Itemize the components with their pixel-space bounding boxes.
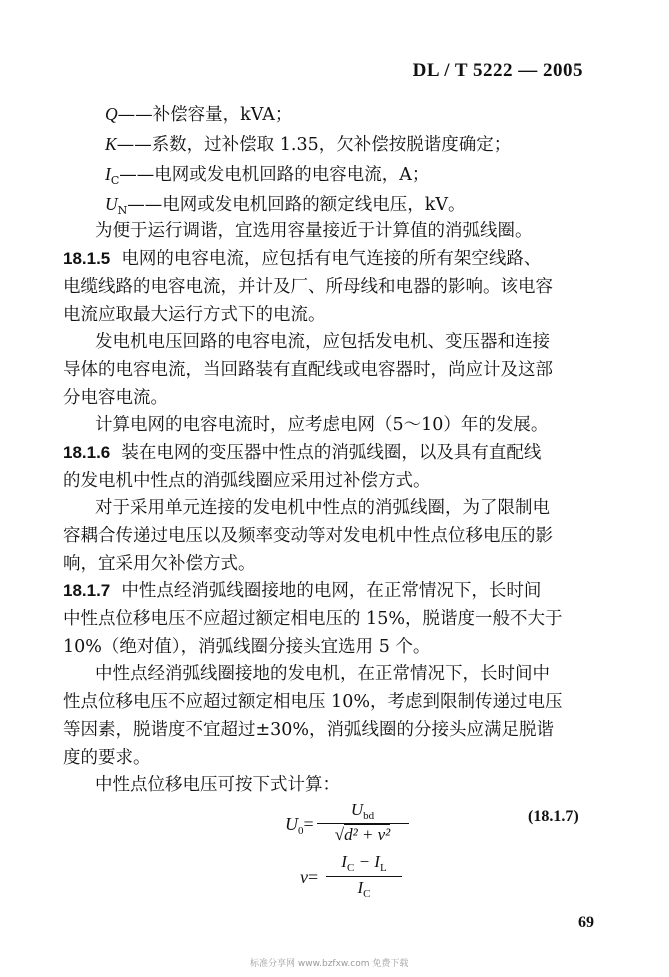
clause-text: 中性点经消弧线圈接地的电网，在正常情况下，长时间	[121, 581, 542, 601]
doc-code-header: DL / T 5222 — 2005	[412, 60, 583, 81]
formula-u0	[285, 800, 415, 850]
sqrt-icon: √	[334, 825, 345, 844]
formula-v	[300, 852, 410, 904]
clause-18-1-7	[63, 580, 541, 602]
footer-watermark: 标准分享网 www.bzfxw.com 免费下载	[250, 959, 409, 969]
paragraph-line: 对于采用单元连接的发电机中性点的消弧线圈，为了限制电	[95, 498, 550, 518]
formula-num-mid: − I	[354, 852, 380, 871]
formula-equals: =	[308, 867, 319, 887]
definition-ic	[105, 163, 429, 192]
definition-symbol: Q	[105, 104, 118, 124]
paragraph-line: 电缆线路的电容电流，并计及厂、所母线和电器的影响。该电容	[63, 277, 553, 297]
formula-num-sub: L	[379, 862, 387, 874]
paragraph-line: 中性点经消弧线圈接地的发电机，在正常情况下，长时间中	[95, 664, 550, 684]
paragraph-line: 导体的电容电流，当回路装有直配线或电容器时，尚应计及这部	[63, 360, 553, 380]
definition-un	[105, 193, 466, 222]
formula-num-symbol: I	[341, 852, 347, 871]
definition-text: ——电网或发电机回路的电容电流，A；	[119, 165, 430, 185]
paragraph-line: 容耦合传递过电压以及频率变动等对发电机中性点位移电压的影	[63, 526, 553, 546]
formula-numerator	[315, 800, 410, 822]
formula-lhs: v	[300, 867, 308, 887]
clause-18-1-5	[63, 248, 541, 270]
formula-num-symbol: U	[350, 800, 364, 819]
definition-text: ——电网或发电机回路的额定线电压，kV。	[127, 195, 466, 215]
paragraph-line: 10%（绝对值），消弧线圈分接头宜选用 5 个。	[63, 637, 431, 657]
formula-numerator	[324, 852, 404, 874]
paragraph-line: 中性点位移电压可按下式计算：	[95, 775, 340, 795]
definition-k	[105, 133, 511, 156]
formula-den-text: d² + v²	[344, 825, 391, 844]
definition-q	[105, 103, 292, 126]
formula-equals: =	[303, 814, 314, 834]
clause-number: 18.1.6	[63, 443, 111, 462]
paragraph-line: 度的要求。	[63, 748, 151, 768]
paragraph-line: 中性点位移电压不应超过额定相电压的 15%，脱谐度一般不大于	[63, 609, 563, 629]
definition-subscript: C	[110, 174, 120, 187]
fraction-bar	[326, 876, 402, 877]
formula-num-sub: C	[346, 862, 355, 874]
definition-symbol: K	[105, 134, 117, 154]
clause-text: 电网的电容电流，应包括有电气连接的所有架空线路、	[121, 249, 542, 269]
definition-subscript: N	[117, 204, 128, 217]
paragraph-line: 分电容电流。	[63, 388, 168, 408]
formula-den-sub: C	[363, 888, 371, 900]
definition-text: ——补偿容量，kVA；	[117, 105, 293, 125]
clause-18-1-6	[63, 442, 541, 464]
paragraph-line: 响，宜采用欠补偿方式。	[63, 554, 256, 574]
paragraph-line: 计算电网的电容电流时，应考虑电网（5～10）年的发展。	[95, 415, 549, 435]
formula-den-symbol: I	[357, 878, 364, 897]
formula-lhs: U	[285, 814, 298, 834]
paragraph-line: 的发电机中性点的消弧线圈应采用过补偿方式。	[63, 471, 431, 491]
definition-text: ——系数，过补偿取 1.35，欠补偿按脱谐度确定；	[116, 135, 512, 155]
formula-denominator	[324, 878, 404, 900]
paragraph-line: 等因素，脱谐度不宜超过±30%，消弧线圈的分接头应满足脱谐	[63, 720, 555, 740]
paragraph-line: 为便于运行调谐，宜选用容量接近于计算值的消弧线圈。	[95, 221, 533, 241]
formula-num-sub: bd	[363, 810, 375, 822]
paragraph-line: 电流应取最大运行方式下的电流。	[63, 305, 326, 325]
clause-text: 装在电网的变压器中性点的消弧线圈，以及具有直配线	[121, 443, 542, 463]
page-number: 69	[578, 914, 594, 931]
definition-symbol: U	[105, 194, 118, 214]
formula-lhs-sub: 0	[298, 825, 304, 837]
paragraph-line: 发电机电压回路的电容电流，应包括发电机、变压器和连接	[95, 332, 550, 352]
clause-number: 18.1.7	[63, 581, 111, 600]
paragraph-line: 性点位移电压不应超过额定相电压 10%，考虑到限制传递过电压	[63, 692, 563, 712]
definition-symbol: I	[105, 164, 111, 184]
equation-number: (18.1.7)	[528, 808, 579, 825]
formula-denominator	[315, 825, 410, 845]
clause-number: 18.1.5	[63, 249, 111, 268]
